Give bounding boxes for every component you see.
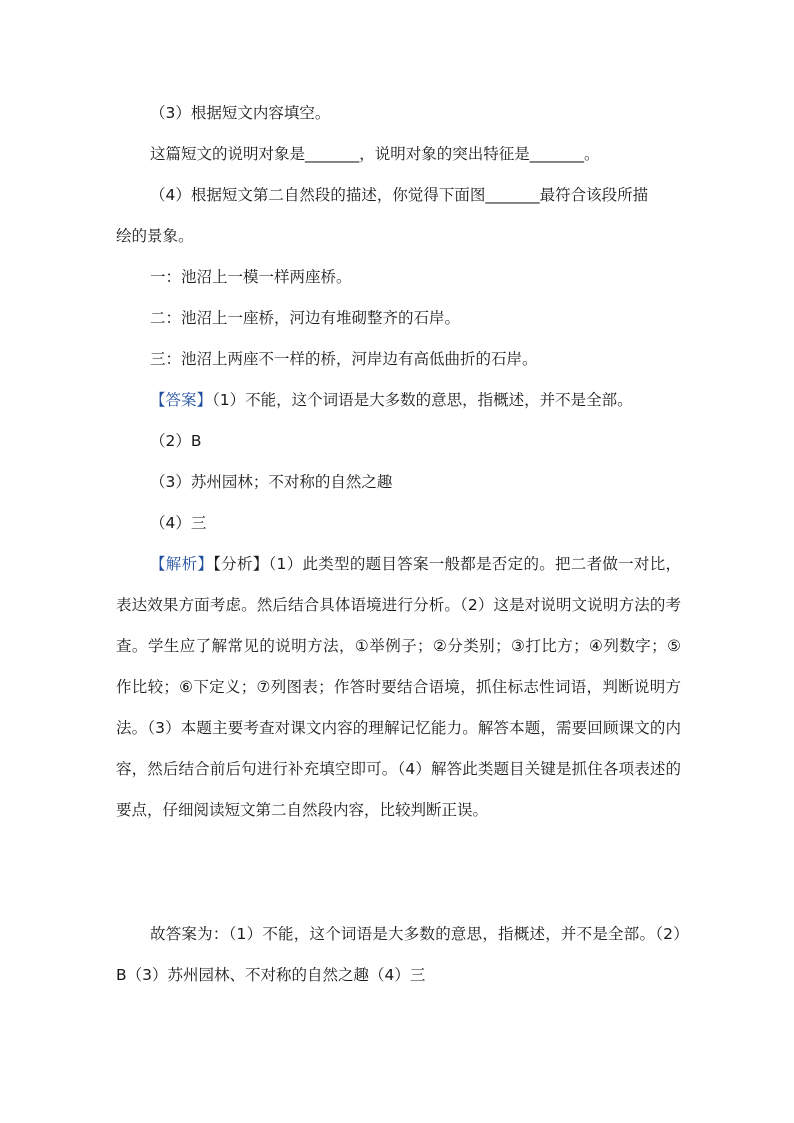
analysis-tag: 【解析】 bbox=[150, 555, 214, 573]
answer-tag: 【答案】 bbox=[150, 391, 213, 409]
question-4-line-2: 绘的景象。 bbox=[116, 227, 194, 245]
question-3-fill-blank: 这篇短文的说明对象是_______，说明对象的突出特征是_______。 bbox=[150, 145, 600, 163]
answer-2: （2）B bbox=[150, 432, 202, 450]
analysis-paragraph bbox=[116, 544, 681, 831]
answer-line-1 bbox=[150, 390, 633, 410]
answer-3: （3）苏州园林；不对称的自然之趣 bbox=[150, 473, 393, 491]
answer-4: （4）三 bbox=[150, 514, 207, 532]
question-4-line-1: （4）根据短文第二自然段的描述，你觉得下面图_______最符合该段所描 bbox=[150, 186, 649, 204]
question-3-label: （3）根据短文内容填空。 bbox=[150, 104, 331, 122]
answer-1: （1）不能，这个词语是大多数的意思，指概述，并不是全部。 bbox=[212, 391, 633, 409]
analysis-body: 【分析】（1）此类型的题目答案一般都是否定的。把二者做一对比，表达效果方面考虑。然后结合具体语境进行分析。（2）这是对说明文说明方法的考查。学生应了解常见的说明方法，①举例子；②分类别；③打比方；④列数字；⑤作比较；⑥下定义；⑦列图表；作答时要结合语境，抓住标志性词语，判断说明方法。（3）本题主要考查对课文内容的理解记忆能力。解答本题，需要回顾课文的内容，然后结合前后句进行补充填空即可。（4）解答此类题目关键是抓住各项表述的要点，仔细阅读短文第二自然段内容，比较判断正误。 bbox=[116, 555, 681, 819]
option-1: 一：池沼上一模一样两座桥。 bbox=[150, 268, 352, 286]
option-2: 二：池沼上一座桥，河边有堆砌整齐的石岸。 bbox=[150, 309, 461, 327]
conclusion-paragraph: 故答案为：（1）不能，这个词语是大多数的意思，指概述，并不是全部。（2）B（3）苏州园林、不对称的自然之趣（4）三 bbox=[116, 925, 681, 984]
option-3: 三：池沼上两座不一样的桥，河岸边有高低曲折的石岸。 bbox=[150, 350, 538, 368]
